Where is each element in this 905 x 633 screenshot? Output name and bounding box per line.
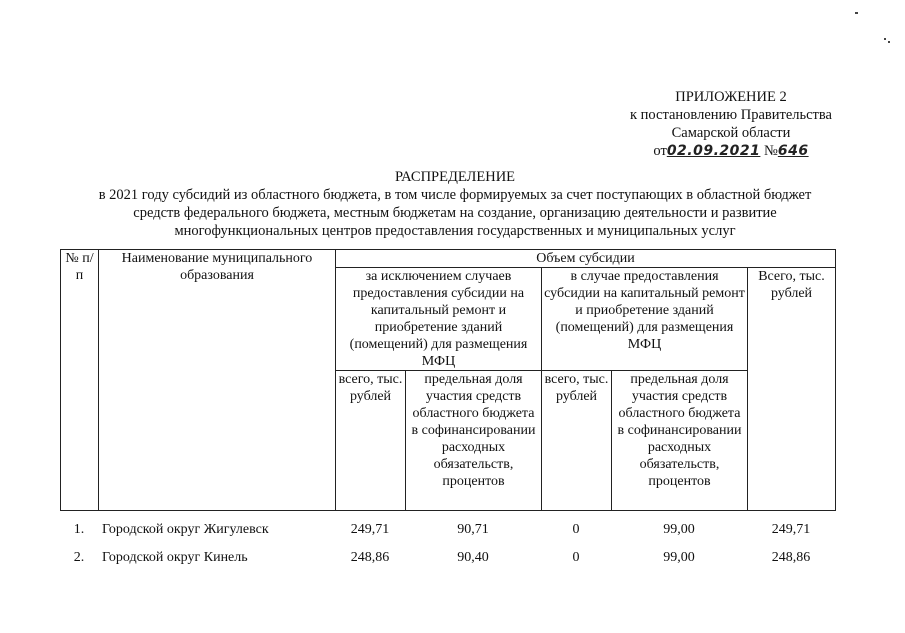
header-sub-share-a: предельная доля участия средств областного бюджета в софинансировании расходных обязательств, процентов — [406, 371, 542, 511]
subsidy-table-body — [60, 516, 835, 572]
handwritten-number: 646 — [777, 143, 809, 159]
header-except-case: за исключением случаев предоставления субсидии на капитальный ремонт и приобретение зданий (помещений) для размещения МФЦ — [336, 268, 542, 371]
scan-speck — [888, 41, 890, 43]
row-b-share: 99,00 — [663, 550, 695, 565]
row-a-share: 90,71 — [457, 522, 489, 537]
row-a-total: 249,71 — [350, 522, 390, 537]
appendix-line-1: к постановлению Правительства — [630, 107, 832, 123]
row-b-total: 0 — [572, 522, 580, 537]
row-b-share: 99,00 — [663, 522, 695, 537]
appendix-date-line — [611, 142, 851, 160]
from-label: от — [653, 143, 667, 159]
appendix-line-2: Самарской области — [671, 125, 791, 141]
row-num: 1. — [73, 522, 85, 537]
heading-line-1: в 2021 году субсидий из областного бюджета, в том числе формируемых за счет поступающих в областной бюджет — [98, 187, 812, 203]
row-total: 249,71 — [771, 522, 811, 537]
row-total: 248,86 — [771, 550, 811, 565]
table-row — [60, 516, 835, 544]
scan-speck — [855, 12, 858, 14]
document-title: РАСПРЕДЕЛЕНИЕ — [394, 169, 516, 185]
row-a-total: 248,86 — [350, 550, 390, 565]
header-num: № п/п — [61, 250, 99, 511]
header-sub-share-b: предельная доля участия средств областного бюджета в софинансировании расходных обязательств, процентов — [612, 371, 748, 511]
heading-line-2: средств федерального бюджета, местным бюджетам на создание, организацию деятельности и развитие — [133, 205, 777, 221]
row-name: Городской округ Кинель — [102, 550, 248, 565]
row-a-share: 90,40 — [457, 550, 489, 565]
row-name: Городской округ Жигулевск — [102, 522, 269, 537]
header-name: Наименование муниципального образования — [99, 250, 336, 511]
document-heading — [40, 168, 870, 240]
row-num: 2. — [73, 550, 85, 565]
header-total: Всего, тыс. рублей — [748, 268, 836, 511]
header-in-case: в случае предоставления субсидии на капитальный ремонт и приобретение зданий (помещений) для размещения МФЦ — [542, 268, 748, 371]
header-sub-total-a: всего, тыс. рублей — [336, 371, 406, 511]
appendix-title: ПРИЛОЖЕНИЕ 2 — [675, 89, 787, 105]
row-b-total: 0 — [572, 550, 580, 565]
header-sub-total-b: всего, тыс. рублей — [542, 371, 612, 511]
header-volume: Объем субсидии — [336, 250, 836, 268]
subsidy-table-header — [60, 249, 836, 511]
appendix-block — [611, 88, 851, 160]
handwritten-date: 02.09.2021 — [666, 143, 761, 159]
heading-line-3: многофункциональных центров предоставления государственных и муниципальных услуг — [174, 223, 736, 239]
scan-speck — [884, 38, 886, 40]
table-row — [60, 544, 835, 572]
number-label: № — [764, 143, 778, 159]
